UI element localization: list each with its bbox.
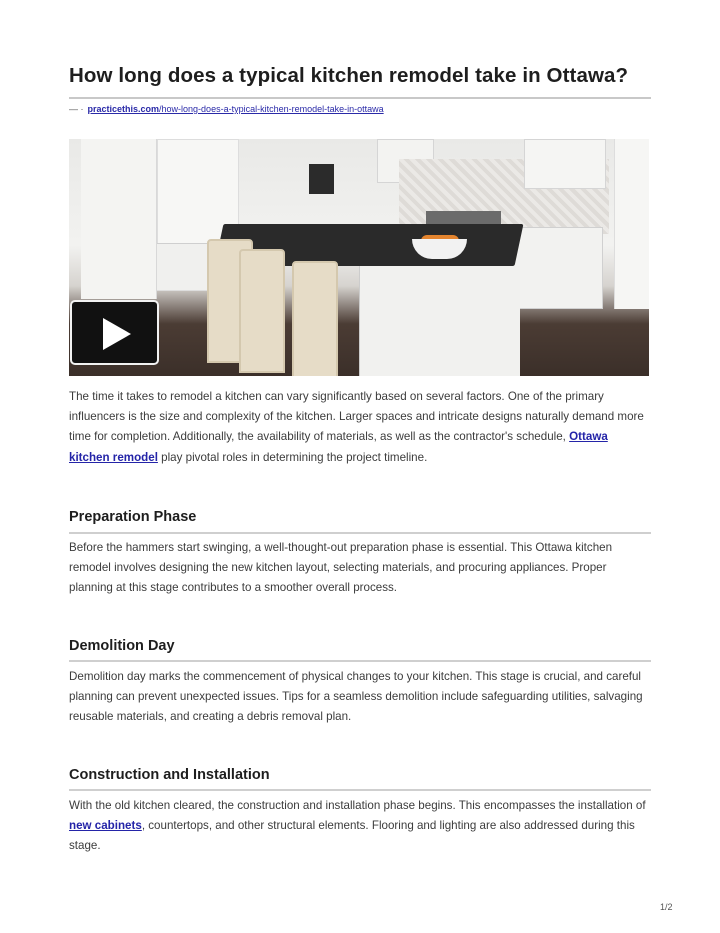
section-divider xyxy=(69,532,651,534)
play-icon xyxy=(103,318,131,350)
new-cabinets-link[interactable]: new cabinets xyxy=(69,819,142,833)
source-line xyxy=(69,104,384,114)
hero-image[interactable] xyxy=(69,139,649,376)
source-prefix: — · xyxy=(69,104,84,114)
page-number: 1/2 xyxy=(660,902,673,912)
title-divider xyxy=(69,97,651,99)
section-heading-preparation: Preparation Phase xyxy=(69,509,197,525)
section-body-preparation: Before the hammers start swinging, a well-thought-out preparation phase is essential. This Ottawa kitchen remodel involves designing the new kitchen layout, selecting materials, and procuring appliances. Proper planning at this stage contributes to a smoother overall process. xyxy=(69,541,613,595)
section-divider xyxy=(69,660,651,662)
image-cabinet-left xyxy=(81,139,157,299)
image-island xyxy=(359,266,520,376)
image-stool xyxy=(292,261,338,376)
intro-text-end: play pivotal roles in determining the project timeline. xyxy=(157,450,428,464)
source-link[interactable] xyxy=(88,104,384,114)
image-upper-cabinet-right xyxy=(524,139,606,189)
section-body-construction xyxy=(69,796,651,857)
image-oven xyxy=(309,164,334,194)
source-path: /how-long-does-a-typical-kitchen-remodel-take-in-ottawa xyxy=(159,104,384,114)
intro-paragraph xyxy=(69,387,651,468)
source-domain: practicethis.com xyxy=(87,104,160,114)
section-heading-construction: Construction and Installation xyxy=(69,767,270,783)
section-body-demolition: Demolition day marks the commencement of physical changes to your kitchen. This stage is crucial, and careful planning can prevent unexpected issues. Tips for a seamless demolition include safeguarding utilities, salvaging reusable materials, and creating a debris removal plan. xyxy=(69,670,643,724)
construction-text: With the old kitchen cleared, the construction and installation phase begins. This encompasses the installation of xyxy=(69,799,646,812)
ottawa-kitchen-remodel-link[interactable]: Ottawa kitchen remodel xyxy=(69,430,608,464)
image-door xyxy=(614,139,649,309)
section-divider xyxy=(69,789,651,791)
intro-text: The time it takes to remodel a kitchen can vary significantly based on several factors. One of the primary influencers is the size and complexity of the kitchen. Larger spaces and intricate designs naturally demand more time for completion. Additionally, the availability of materials, as well as the contractor's schedule, xyxy=(69,390,644,444)
image-stool xyxy=(239,249,285,373)
play-button[interactable] xyxy=(70,300,159,365)
page-title: How long does a typical kitchen remodel take in Ottawa? xyxy=(69,64,629,87)
construction-text-end: , countertops, and other structural elements. Flooring and lighting are also addressed during this stage. xyxy=(69,819,635,853)
section-heading-demolition: Demolition Day xyxy=(69,638,175,654)
